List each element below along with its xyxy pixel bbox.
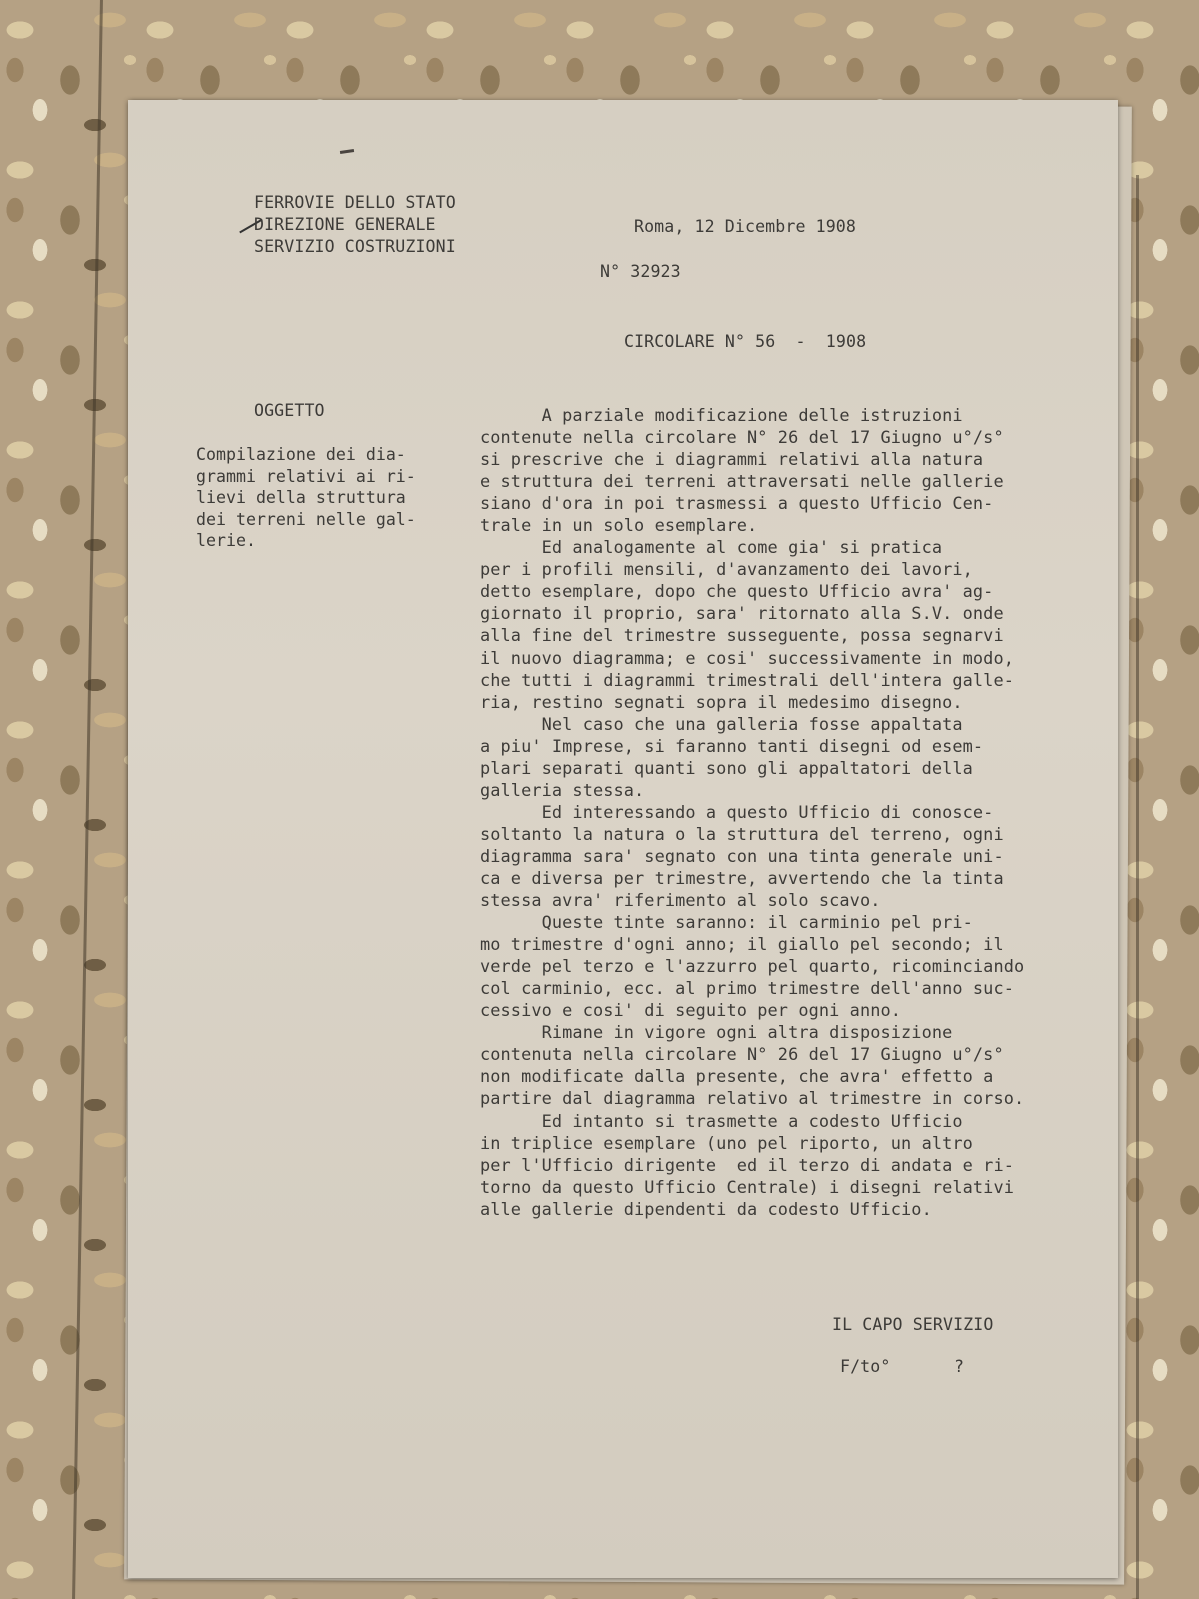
body-line: contenuta nella circolare N° 26 del 17 Giugno u°/s° bbox=[480, 1044, 1004, 1065]
body-line: Rimane in vigore ogni altra disposizione bbox=[480, 1022, 953, 1043]
floor-crack bbox=[72, 0, 103, 1599]
body-line: Queste tinte saranno: il carminio pel pri- bbox=[480, 912, 973, 933]
body-line: verde pel terzo e l'azzurro pel quarto, ricominciando bbox=[480, 956, 1025, 977]
body-line: col carminio, ecc. al primo trimestre dell'anno suc- bbox=[480, 978, 1014, 999]
subject-line: grammi relativi ai ri- bbox=[196, 466, 416, 486]
body-line: a piu' Imprese, si faranno tanti disegni od esem- bbox=[480, 735, 984, 756]
body-line: per i profili mensili, d'avanzamento dei lavori, bbox=[480, 559, 973, 580]
body-line: giornato il proprio, sara' ritornato alla S.V. onde bbox=[480, 603, 1004, 624]
body-line: si prescrive che i diagrammi relativi alla natura bbox=[480, 449, 984, 470]
body-line: stessa avra' riferimento al solo scavo. bbox=[480, 890, 881, 911]
staple-mark bbox=[340, 149, 354, 154]
body-line: che tutti i diagrammi trimestrali dell'intera galle- bbox=[480, 669, 1014, 690]
body-line: alle gallerie dipendenti da codesto Ufficio. bbox=[480, 1198, 932, 1219]
subject-line: lievi della struttura bbox=[196, 488, 406, 507]
protocol-number: N° 32923 bbox=[600, 262, 681, 281]
subject-line: dei terreni nelle gal- bbox=[196, 509, 416, 529]
body-line: e struttura dei terreni attraversati nelle gallerie bbox=[480, 471, 1004, 492]
body-line: alla fine del trimestre susseguente, possa segnarvi bbox=[480, 625, 1004, 646]
subject-text bbox=[196, 444, 416, 552]
body-line: Nel caso che una galleria fosse appaltata bbox=[480, 713, 963, 734]
body-line: Ed analogamente al come gia' si pratica bbox=[480, 537, 943, 558]
subject-line: Compilazione dei dia- bbox=[196, 445, 406, 464]
date-line: Roma, 12 Dicembre 1908 bbox=[634, 217, 856, 236]
body-line: plari separati quanti sono gli appaltatori della bbox=[480, 757, 973, 778]
body-text bbox=[480, 404, 1024, 1220]
body-line: siano d'ora in poi trasmessi a questo Ufficio Cen- bbox=[480, 493, 994, 514]
body-line: soltanto la natura o la struttura del terreno, ogni bbox=[480, 823, 1004, 844]
body-line: A parziale modificazione delle istruzioni bbox=[480, 405, 963, 425]
body-line: per l'Ufficio dirigente ed il terzo di andata e ri- bbox=[480, 1154, 1014, 1175]
body-line: detto esemplare, dopo che questo Ufficio avra' ag- bbox=[480, 581, 994, 602]
signature-mark: ? bbox=[954, 1357, 965, 1376]
subject-heading: OGGETTO bbox=[254, 401, 325, 420]
circular-number: CIRCOLARE N° 56 - 1908 bbox=[624, 332, 867, 351]
letterhead-line: FERROVIE DELLO STATO bbox=[254, 193, 456, 212]
body-line: diagramma sara' segnato con una tinta generale uni- bbox=[480, 845, 1004, 866]
body-line: ria, restino segnati sopra il medesimo disegno. bbox=[480, 691, 963, 712]
body-line: Ed intanto si trasmette a codesto Ufficio bbox=[480, 1110, 963, 1131]
letterhead-line: DIREZIONE GENERALE bbox=[254, 215, 436, 234]
body-line: partire dal diagramma relativo al trimestre in corso. bbox=[480, 1088, 1025, 1109]
body-line: trale in un solo esemplare. bbox=[480, 515, 758, 536]
floor-crack bbox=[1136, 175, 1139, 1599]
body-line: galleria stessa. bbox=[480, 779, 645, 800]
letterhead-line: SERVIZIO COSTRUZIONI bbox=[254, 237, 456, 256]
body-line: torno da questo Ufficio Centrale) i disegni relativi bbox=[480, 1176, 1014, 1197]
subject-line: lerie. bbox=[196, 531, 256, 550]
body-line: non modificate dalla presente, che avra' effetto a bbox=[480, 1066, 994, 1087]
signature-title: IL CAPO SERVIZIO bbox=[832, 1315, 994, 1334]
body-line: cessivo e cosi' di seguito per ogni anno. bbox=[480, 1000, 902, 1021]
signature-signed: F/to° bbox=[840, 1357, 891, 1376]
body-line: Ed interessando a questo Ufficio di conosce- bbox=[480, 801, 994, 822]
body-line: ca e diversa per trimestre, avvertendo che la tinta bbox=[480, 867, 1004, 888]
body-line: mo trimestre d'ogni anno; il giallo pel secondo; il bbox=[480, 934, 1004, 955]
body-line: contenute nella circolare N° 26 del 17 Giugno u°/s° bbox=[480, 427, 1004, 448]
body-line: il nuovo diagramma; e cosi' successivamente in modo, bbox=[480, 647, 1014, 668]
body-line: in triplice esemplare (uno pel riporto, un altro bbox=[480, 1132, 973, 1153]
document-page bbox=[128, 100, 1118, 1578]
